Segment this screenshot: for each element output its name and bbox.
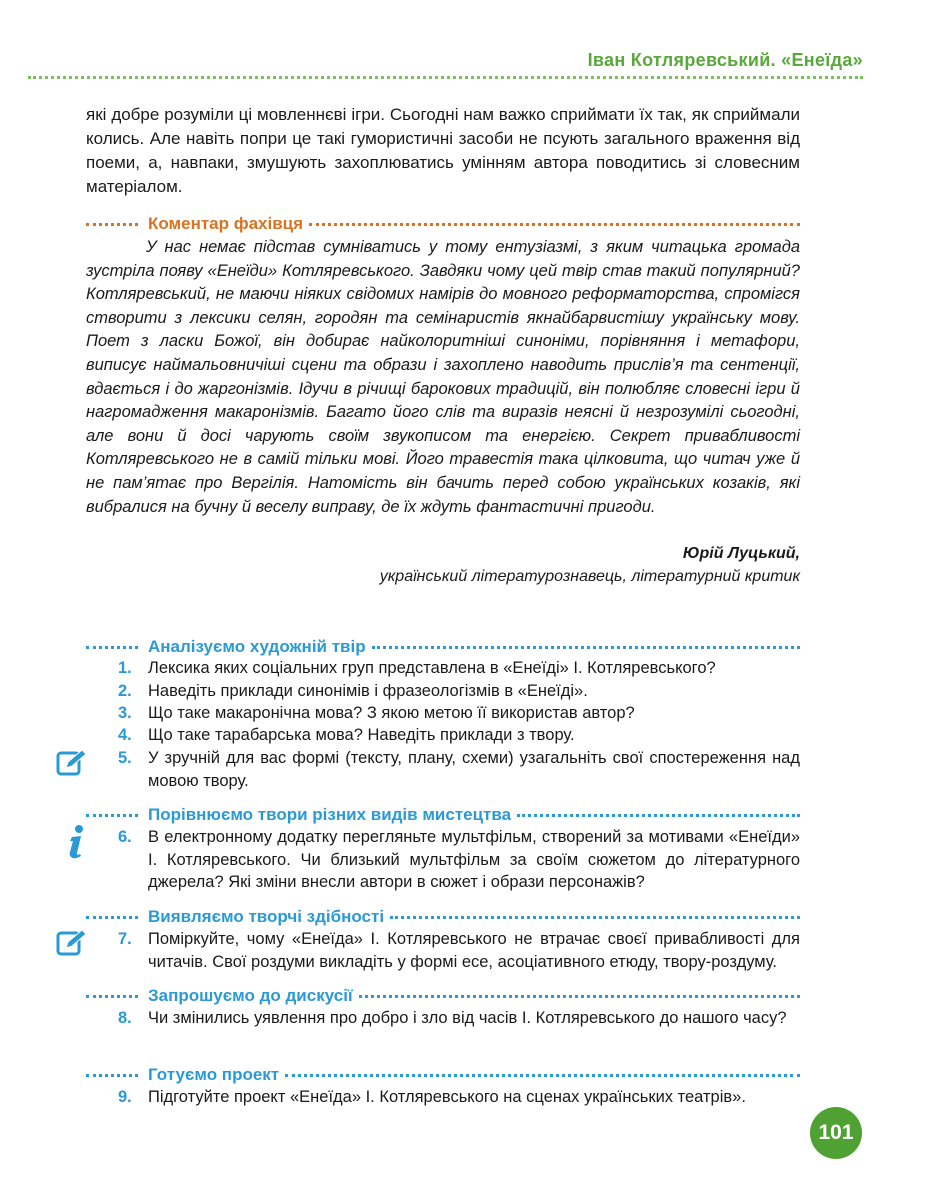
pencil-edit-icon [55,928,89,963]
task-item [118,928,800,973]
heading-dots [517,814,800,817]
page-number-badge [810,1107,862,1159]
task-text: Що таке макаронічна мова? З якою метою її використав автор? [148,704,635,722]
heading-dots [372,646,800,649]
chapter-title: Іван Котляревський. «Енеїда» [587,50,863,70]
heading-dots [86,814,138,817]
heading-dots [86,646,138,649]
section-heading-label: Аналізуємо художній твір [148,637,366,656]
task-number: 2. [118,682,132,700]
section-heading [86,985,800,1007]
expert-comment [86,236,800,519]
heading-dots [359,995,800,998]
section-heading [86,636,800,658]
section-heading-label: Порівнюємо твори різних видів мистецтва [148,805,512,824]
comment-heading-label: Коментар фахівця [148,214,304,233]
heading-dots [86,223,138,226]
pencil-edit-icon [55,748,89,783]
page-number: 101 [818,1121,854,1144]
comment-author: Юрій Луцький, [682,545,800,562]
section-heading-label: Запрошуємо до дискусії [148,986,353,1005]
task-text: Чи змінились уявлення про добро і зло від часів І. Котляревського до нашого часу? [148,1009,787,1027]
task-number: 3. [118,704,132,722]
section-heading [86,1064,800,1086]
task-number: 1. [118,659,132,677]
task-item [118,702,800,725]
task-item [118,1007,800,1030]
task-text: Що таке тарабарська мова? Наведіть приклади з твору. [148,726,575,744]
header-divider [28,76,863,79]
heading-dots [390,916,800,919]
task-item [118,1086,800,1109]
task-number: 4. [118,726,132,744]
expert-comment-text: У нас немає підстав сумніватись у тому ентузіазмі, з яким читацька громада зустріла появу «Енеїди» Котляревського. Завдяки чому цей твір став такий популярний? Котляревський, не маючи ніяких свідомих намірів до мовного реформаторства, спромігся створити з лексики селян, городян та семінаристів якнайбарвистішу українську мову. Поет з ласки Божої, він добирає найколоритніші синоніми, порівняння і метафори, виписує наймальовничіші сцени та образи і захоплено наводить прислів’я та сентенції, вдається і до жаргонізмів. Ідучи в річищі барокових традицій, він полюбляє словесні ігри й нагромадження макаронізмів. Багато його слів та виразів неясні й незрозумілі сьогодні, але вони й досі чарують своїм звукописом та енергією. Секрет привабливості Котляревського не в самій тільки мові. Його травестія така цілковита, що читач уже й не пам’ятає про Вергілія. Натомість він бачить перед собою українських козаків, які вибралися на бучну й веселу виправу, де їх ждуть фантастичні пригоди. [86,238,800,516]
section-heading [86,906,800,928]
section-heading-label: Готуємо проект [148,1065,280,1084]
task-item [118,826,800,894]
comment-heading [86,213,800,235]
task-number: 8. [118,1009,132,1027]
task-text: У зручній для вас формі (тексту, плану, схеми) узагальніть свої спостереження над мовою твору. [148,749,800,790]
info-icon [64,823,90,864]
intro-paragraph: які добре розуміли ці мовленнєві ігри. Сьогодні нам важко сприймати їх так, як сприймали колись. Але навіть попри це такі гумористичні засоби не псують загального враження від поеми, а, навпаки, змушують захоплюватись умінням автора поводитись зі словесним матеріалом. [86,105,800,196]
heading-dots [86,916,138,919]
task-item [118,680,800,703]
heading-dots [86,1074,138,1077]
task-text: В електронному додатку перегляньте мультфільм, створений за мотивами «Енеїди» І. Котляревського. Чи близький мультфільм за своїм сюжетом до літературного джерела? Які зміни внесли автори в сюжет і образи персонажів? [148,828,800,892]
task-text: Поміркуйте, чому «Енеїда» І. Котляревського не втрачає своєї привабливості для читачів. Свої роздуми викладіть у формі есе, асоціативного етюду, твору-роздуму. [148,930,800,971]
heading-dots [285,1074,800,1077]
section-heading-label: Виявляємо творчі здібності [148,907,385,926]
task-text: Підготуйте проект «Енеїда» І. Котляревського на сценах українських театрів». [148,1088,746,1106]
task-item [118,657,800,680]
heading-dots [86,995,138,998]
task-item [118,724,800,747]
task-number: 7. [118,930,132,948]
task-number: 6. [118,828,132,846]
comment-author-description: український літературознавець, літературний критик [379,568,800,585]
task-text: Лексика яких соціальних груп представлена в «Енеїді» І. Котляревського? [148,659,716,677]
task-text: Наведіть приклади синонімів і фразеологізмів в «Енеїді». [148,682,588,700]
task-item [118,747,800,792]
heading-dots [309,223,800,226]
section-heading [86,804,800,826]
task-number: 9. [118,1088,132,1106]
task-number: 5. [118,749,132,767]
